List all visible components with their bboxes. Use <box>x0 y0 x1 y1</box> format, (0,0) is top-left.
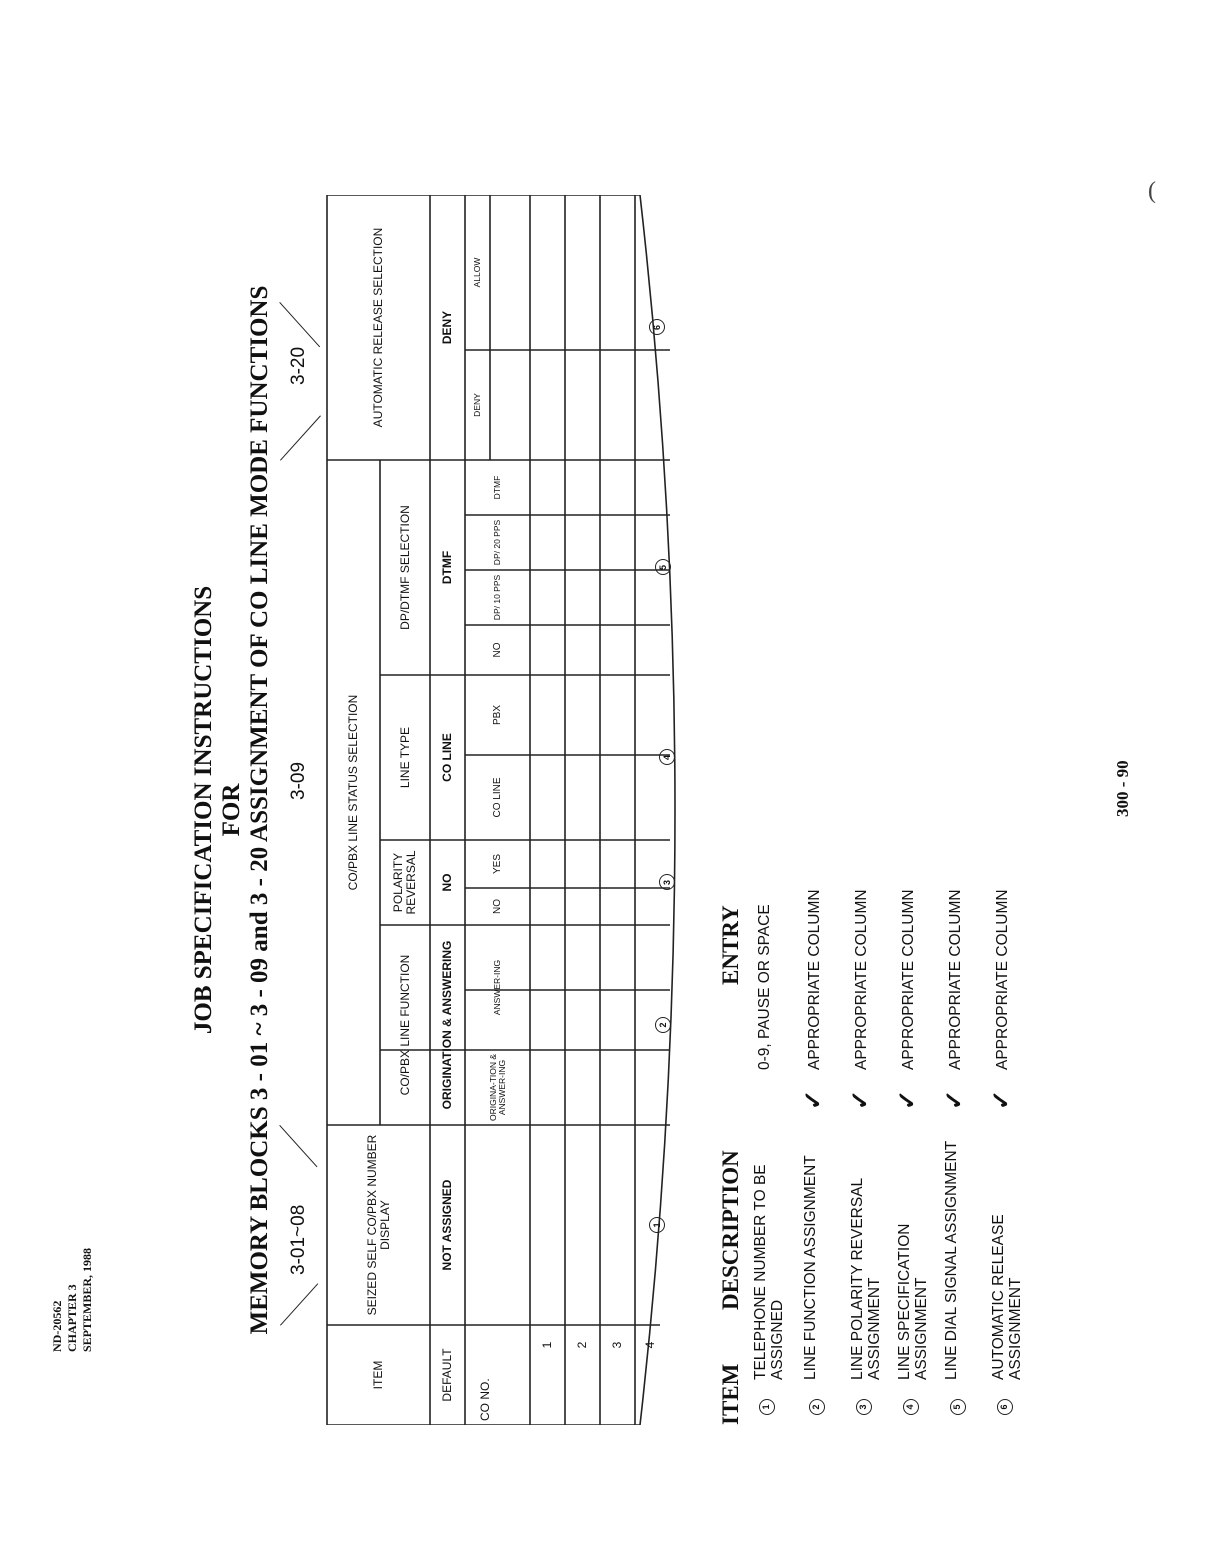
legend-entry: APPROPRIATE COLUMN <box>900 889 917 1070</box>
checkmark-icon: ✓ <box>800 1089 827 1110</box>
line-type-default: CO LINE <box>440 733 454 782</box>
co-row-label: 2 <box>575 1341 589 1349</box>
item-marker: 4 <box>652 675 682 840</box>
polarity-reversal-header: POLARITY REVERSAL <box>391 850 418 915</box>
release-allow-col: ALLOW <box>472 257 482 288</box>
block-label-3-01-08: 3-01~08 <box>288 1204 309 1275</box>
dial-dtmf-col: DTMF <box>492 475 502 500</box>
default-label: DEFAULT <box>440 1348 454 1402</box>
legend-description-heading: DESCRIPTION <box>718 1150 743 1310</box>
automatic-release-default: DENY <box>440 310 454 345</box>
line-status-selection-header: CO/PBX LINE STATUS SELECTION <box>346 694 360 891</box>
legend-item-number: 6 <box>994 1399 1013 1415</box>
legend-entry: APPROPRIATE COLUMN <box>853 889 870 1070</box>
dial-no-col: NO <box>492 642 503 658</box>
polarity-reversal-default: NO <box>440 873 454 892</box>
document-info <box>50 1247 95 1352</box>
legend-description: AUTOMATIC RELEASE ASSIGNMENT <box>990 1214 1024 1380</box>
line-type-co-line-col: CO LINE <box>492 777 503 818</box>
seized-number-display-header: SEIZED SELF CO/PBX NUMBER DISPLAY <box>364 1134 392 1316</box>
line-type-header: LINE TYPE <box>397 726 412 789</box>
legend-item-number: 1 <box>756 1399 775 1415</box>
legend-item-number: 4 <box>900 1399 919 1415</box>
legend-entry-heading: ENTRY <box>718 905 743 985</box>
legend-item-number: 3 <box>853 1399 872 1415</box>
legend-description: LINE DIAL SIGNAL ASSIGNMENT <box>943 1140 960 1380</box>
co-row-label: 1 <box>540 1341 554 1349</box>
line-function-default: ORIGINATION & ANSWERING <box>440 940 454 1110</box>
dp-dtmf-selection-header: DP/DTMF SELECTION <box>397 505 412 630</box>
line-function-header: CO/PBX LINE FUNCTION <box>397 954 412 1096</box>
co-row-label: 4 <box>642 1341 657 1349</box>
block-label-3-20: 3-20 <box>288 346 309 385</box>
checkmark-icon: ✓ <box>894 1089 921 1110</box>
dp-dtmf-default: DTMF <box>440 550 454 585</box>
co-no-label: CO NO. <box>478 1378 492 1421</box>
polarity-yes-col: YES <box>492 854 503 875</box>
legend-description: LINE POLARITY REVERSAL ASSIGNMENT <box>849 1178 883 1380</box>
item-marker: 1 <box>642 1125 672 1325</box>
legend-entry: APPROPRIATE COLUMN <box>994 889 1011 1070</box>
dial-dp-10pps-col: DP/ 10 PPS <box>492 574 502 621</box>
polarity-no-col: NO <box>492 899 503 914</box>
legend-entry: 0-9, PAUSE OR SPACE <box>756 904 773 1070</box>
item-marker: 5 <box>648 460 678 675</box>
document-number: ND-20562 <box>50 1300 64 1352</box>
item-marker: 2 <box>648 925 678 1125</box>
leader-line <box>280 415 321 460</box>
job-specification-form <box>190 195 1024 1425</box>
title-line-2: FOR <box>218 783 245 837</box>
document-date: SEPTEMBER, 1988 <box>80 1247 94 1352</box>
automatic-release-header: AUTOMATIC RELEASE SELECTION <box>371 227 385 428</box>
leader-line <box>280 1283 318 1325</box>
seized-number-default: NOT ASSIGNED <box>440 1179 454 1271</box>
dial-dp-20pps-col: DP/ 20 PPS <box>492 519 502 566</box>
margin-mark: ( <box>1148 178 1156 204</box>
page-number: 300 - 90 <box>1113 760 1132 817</box>
legend-description: LINE FUNCTION ASSIGNMENT <box>802 1155 819 1380</box>
title-line-1: JOB SPECIFICATION INSTRUCTIONS <box>190 585 217 1035</box>
block-label-3-09: 3-09 <box>288 761 309 800</box>
legend-item-number: 5 <box>947 1399 966 1415</box>
legend-entry: APPROPRIATE COLUMN <box>806 889 823 1070</box>
document-chapter: CHAPTER 3 <box>65 1284 79 1352</box>
checkmark-icon: ✓ <box>941 1089 968 1110</box>
legend-item-heading: ITEM <box>718 1363 743 1425</box>
legend-description: LINE SPECIFICATION ASSIGNMENT <box>896 1223 930 1380</box>
function-origination-answering-col: ORIGINA-TION & ANSWER-ING <box>487 1053 507 1122</box>
item-marker: 6 <box>642 195 672 460</box>
leader-line <box>279 302 320 347</box>
function-answering-col: ANSWER-ING <box>492 959 502 1016</box>
item-header: ITEM <box>371 1360 385 1390</box>
line-type-pbx-col: PBX <box>492 705 503 726</box>
item-marker: 3 <box>652 840 682 925</box>
co-row-label: 3 <box>610 1341 624 1349</box>
legend-description: TELEPHONE NUMBER TO BE ASSIGNED <box>752 1164 786 1380</box>
legend-item-number: 2 <box>806 1399 825 1415</box>
release-deny-col: DENY <box>472 393 482 417</box>
checkmark-icon: ✓ <box>988 1089 1015 1110</box>
legend-entry: APPROPRIATE COLUMN <box>947 889 964 1070</box>
checkmark-icon: ✓ <box>847 1089 874 1110</box>
title-line-3: MEMORY BLOCKS 3 - 01 ~ 3 - 09 and 3 - 20 ASSIGNMENT OF CO LINE MODE FUNCTIONS <box>246 285 273 1335</box>
leader-line <box>279 1125 317 1167</box>
